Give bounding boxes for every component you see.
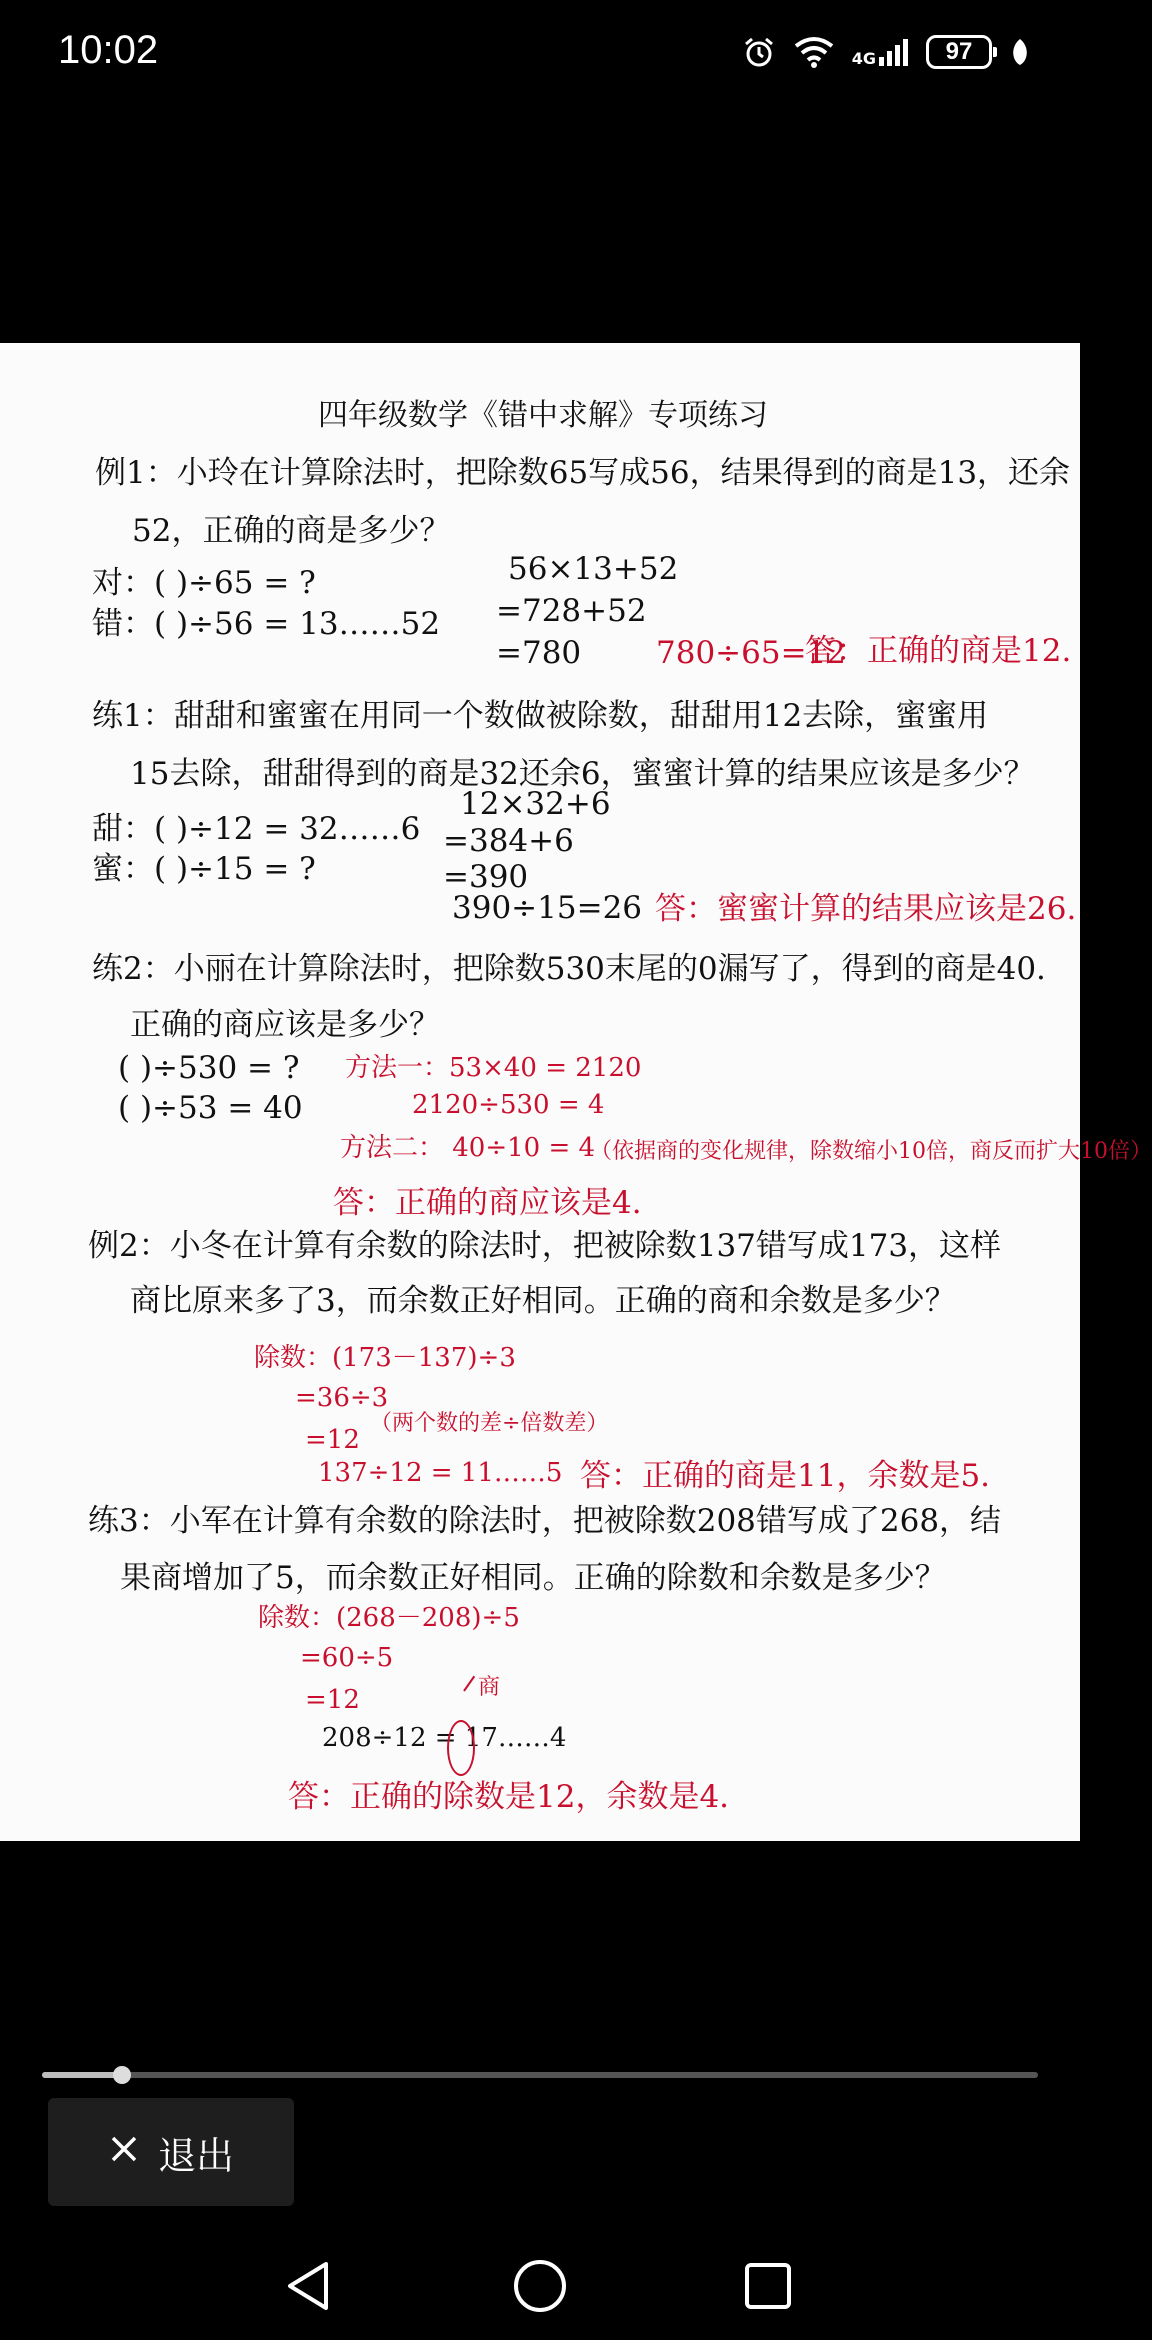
battery-icon [926, 35, 992, 69]
text-line: 正确的商应该是多少？ [130, 1007, 440, 1043]
text-line: ( )÷530 = ? [118, 1050, 300, 1086]
worksheet-title: 四年级数学《错中求解》专项练习 [318, 398, 768, 433]
alarm-icon [742, 35, 776, 69]
text-line: 780÷65=12 [656, 635, 847, 671]
leaf-icon [1010, 37, 1030, 67]
home-icon [512, 2258, 568, 2314]
text-line: =12 [305, 1425, 360, 1455]
battery-level: 97 [945, 38, 973, 65]
network-label: 4G [851, 49, 876, 68]
text-line: 除数：(268－208)÷5 [258, 1603, 520, 1633]
text-line: 例1：小玲在计算除法时，把除数65写成56，结果得到的商是13，还余 [95, 455, 1071, 491]
text-line: 练1：甜甜和蜜蜜在用同一个数做被除数，甜甜用12去除，蜜蜜用 [92, 698, 989, 734]
text-line: （依据商的变化规律，除数缩小10倍，商反而扩大10倍） [590, 1139, 1152, 1164]
back-button[interactable] [278, 2256, 338, 2316]
text-line: 甜：( )÷12 = 32……6 [92, 811, 421, 847]
recents-button[interactable] [738, 2256, 798, 2316]
text-line: 137÷12 = 11……5 [318, 1458, 563, 1488]
navigation-bar [0, 2220, 1080, 2340]
text-line: =728+52 [496, 593, 647, 629]
text-line: 商比原来多了3，而余数正好相同。正确的商和余数是多少？ [130, 1283, 956, 1319]
text-line: （两个数的差÷倍数差） [370, 1411, 609, 1436]
text-line: 练3：小军在计算有余数的除法时，把被除数208错写成了268，结 [88, 1503, 1002, 1539]
signal-icon [852, 37, 908, 67]
text-line: 15去除，甜甜得到的商是32还余6，蜜蜜计算的结果应该是多少？ [130, 756, 1035, 792]
quotient-circle-mark [447, 1720, 475, 1776]
answer-line: 答：蜜蜜计算的结果应该是26. [655, 891, 1077, 927]
close-icon [108, 2130, 140, 2174]
wifi-icon [794, 36, 834, 68]
text-line: =12 [305, 1685, 360, 1715]
text-line: 果商增加了5，而余数正好相同。正确的除数和余数是多少？ [120, 1560, 946, 1596]
text-line: 蜜：( )÷15 = ? [92, 851, 316, 887]
text-line: =384+6 [443, 823, 574, 859]
status-bar [0, 0, 1080, 110]
recents-icon [744, 2262, 792, 2310]
answer-line: 答：正确的商应该是4. [333, 1185, 642, 1221]
text-line: 56×13+52 [508, 551, 679, 587]
text-line: 错：( )÷56 = 13……52 [92, 606, 441, 642]
text-line: =60÷5 [300, 1643, 394, 1673]
text-line: 52，正确的商是多少？ [132, 513, 451, 549]
worksheet-image[interactable] [0, 343, 1152, 1841]
text-line: 390÷15=26 [452, 890, 643, 926]
text-line: 12×32+6 [460, 786, 611, 822]
exit-label: 退出 [157, 2133, 234, 2178]
progress-fill [42, 2072, 122, 2078]
progress-bar[interactable] [42, 2072, 1038, 2078]
text-line: 练2：小丽在计算除法时，把除数530末尾的0漏写了，得到的商是40. [92, 951, 1046, 987]
answer-line: 答：正确的商是11，余数是5. [580, 1458, 991, 1494]
text-line: 例2：小冬在计算有余数的除法时，把被除数137错写成173，这样 [88, 1228, 1002, 1264]
text-line: ( )÷53 = 40 [118, 1090, 303, 1126]
answer-line: 答：正确的商是12. [805, 633, 1072, 669]
answer-line: 答：正确的除数是12，余数是4. [288, 1779, 730, 1815]
text-line: 除数：(173－137)÷3 [254, 1343, 516, 1373]
text-line: 对：( )÷65 = ? [92, 565, 316, 601]
status-icons [742, 30, 1030, 74]
status-time: 10:02 [58, 28, 159, 72]
progress-thumb[interactable] [113, 2066, 131, 2084]
back-icon [284, 2260, 332, 2312]
exit-button[interactable] [48, 2098, 294, 2206]
home-button[interactable] [510, 2256, 570, 2316]
text-line: 方法一：53×40 = 2120 [345, 1053, 642, 1083]
text-line: 208÷12 = 17……4 [322, 1723, 567, 1753]
text-line: 2120÷530 = 4 [412, 1090, 605, 1120]
text-line: =36÷3 [295, 1383, 389, 1413]
text-line: =390 [443, 859, 529, 895]
text-line: 方法二： 40÷10 = 4 [340, 1133, 596, 1163]
text-line: =780 [496, 635, 582, 671]
quotient-label: 商 [478, 1675, 501, 1700]
